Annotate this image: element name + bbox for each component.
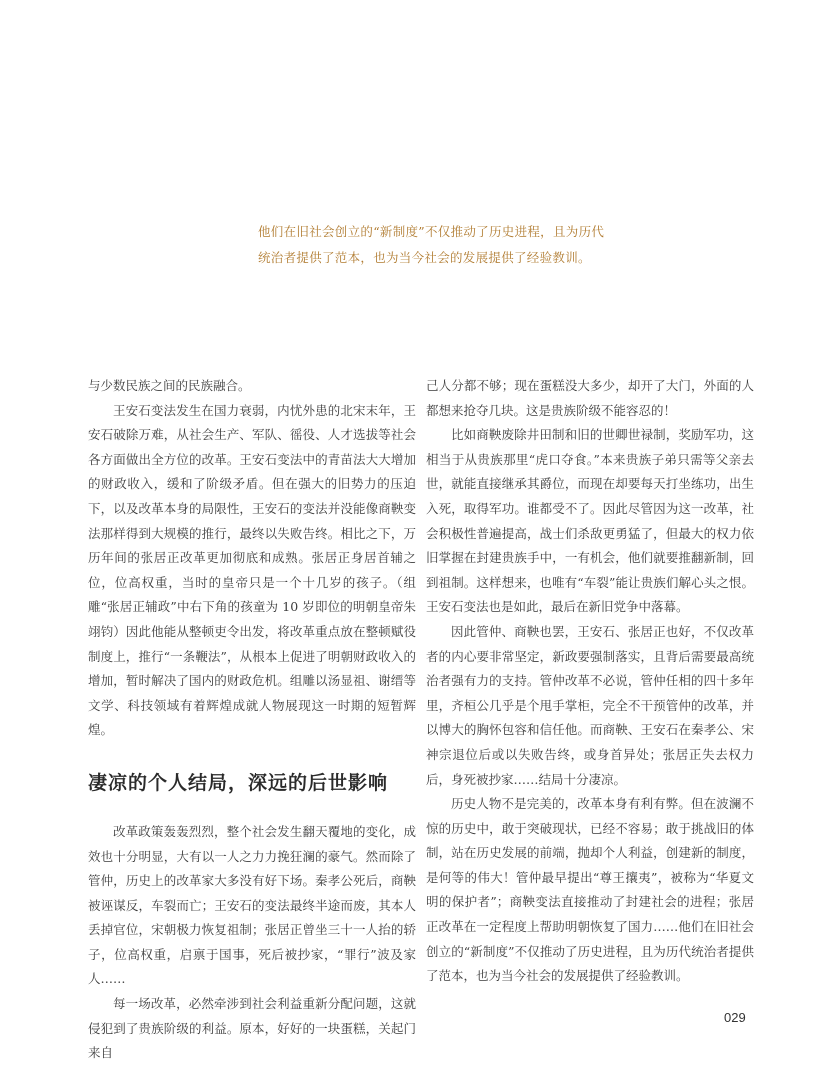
left-paragraph-2: 王安石变法发生在国力衰弱，内忧外患的北宋末年，王安石破除万难，从社会生产、军队、徭役、人才选拔等社会各方面做出全方位的改革。王安石变法中的青苗法大大增加的财政收入，缓和了阶级矛盾。但在强大的旧势力的压迫下，以及改革本身的局限性，王安石的变法并没能像商鞅变法那样得到大规模的推行，最终以失败告终。相比之下，万历年间的张居正改革更加彻底和成熟。张居正身居首辅之位，位高权重，当时的皇帝只是一个十几岁的孩子。（组雕“张居正辅政”中右下角的孩童为 10 岁即位的明朝皇帝朱翊钧）因此他能从整顿吏令出发，将改革重点放在整顿赋役制度上，推行“一条鞭法”，从根本上促进了明朝财政收入的增加，暂时解决了国内的财政危机。组雕以汤显祖、谢缙等文学、科技领域有着辉煌成就人物展现这一时期的短暂辉煌。: [88, 402, 416, 738]
pull-quote: [258, 219, 618, 271]
right-paragraph-2: 比如商鞅废除井田制和旧的世卿世禄制，奖励军功，这相当于从贵族那里“虎口夺食。”本来贵族子弟只需等父亲去世，就能直接继承其爵位，而现在却要每天打坐练功，出生入死，取得军功。谁都受不了。因此尽管因为这一改革，社会积极性普遍提高，战士们杀敌更勇猛了，但最大的权力依旧掌握在封建贵族手中，一有机会，他们就要推翻新制，回到祖制。这样想来，也唯有“车裂”能让贵族们解心头之恨。王安石变法也是如此，最后在新旧党争中落幕。: [426, 427, 754, 615]
section-heading: 凄凉的个人结局，深远的后世影响: [88, 771, 389, 794]
right-paragraph-1: 己人分都不够；现在蛋糕没大多少，却开了大门，外面的人都想来抢夺几块。这是贵族阶级不能容忍的！: [426, 378, 754, 418]
page-number: 029: [724, 1010, 746, 1025]
left-paragraph-1: 与少数民族之间的民族融合。: [88, 378, 251, 393]
left-column: [88, 374, 416, 1066]
pull-quote-line-2: 统治者提供了范本，也为当今社会的发展提供了经验教训。: [258, 250, 591, 265]
pull-quote-line-1: 他们在旧社会创立的“新制度”不仅推动了历史进程，且为历代: [258, 224, 605, 239]
left-paragraph-3: 改革政策轰轰烈烈，整个社会发生翻天覆地的变化，成效也十分明显，大有以一人之力力挽狂澜的豪气。然而除了管仲，历史上的改革家大多没有好下场。秦孝公死后，商鞅被诬谋反，车裂而亡；王安石的变法最终半途而废，其本人丢掉官位，宋朝极力恢复祖制；张居正曾坐三十一人抬的轿子，位高权重，启禀于国事，死后被抄家，“罪行”波及家人……: [88, 823, 416, 987]
left-paragraph-4: 每一场改革，必然牵涉到社会利益重新分配问题，这就侵犯到了贵族阶级的利益。原本，好好的一块蛋糕，关起门来自: [88, 996, 416, 1061]
right-column: [426, 374, 754, 989]
right-paragraph-4: 历史人物不是完美的，改革本身有利有弊。但在波澜不惊的历史中，敢于突破现状，已经不容易；敢于挑战旧的体制，站在历史发展的前端，抛却个人利益，创建新的制度，是何等的伟大！管仲最早提出“尊王攘夷”，被称为“华夏文明的保护者”；商鞅变法直接推动了封建社会的进程；张居正改革在一定程度上帮助明朝恢复了国力……他们在旧社会创立的“新制度”不仅推动了历史进程，且为历代统治者提供了范本，也为当今社会的发展提供了经验教训。: [426, 796, 754, 984]
right-paragraph-3: 因此管仲、商鞅也罢，王安石、张居正也好，不仅改革者的内心要非常坚定，新政要强制落实，且背后需要最高统治者强有力的支持。管仲改革不必说，管仲任相的四十多年里，齐桓公几乎是个甩手掌柜，完全不干预管仲的改革，并以博大的胸怀包容和信任他。而商鞅、王安石在秦孝公、宋神宗退位后或以失败告终，或身首异处；张居正失去权力后，身死被抄家……结局十分凄凉。: [426, 623, 754, 787]
